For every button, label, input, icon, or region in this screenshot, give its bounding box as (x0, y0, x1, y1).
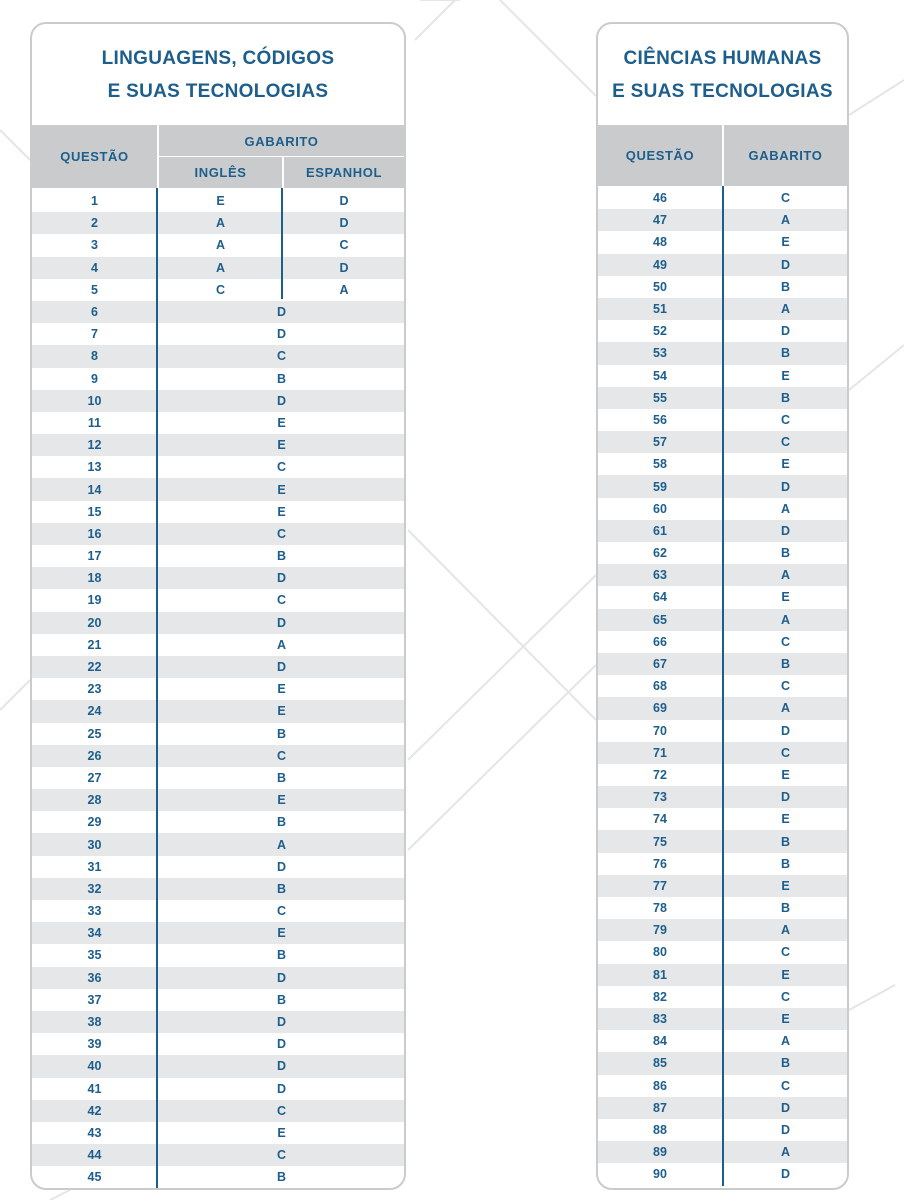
table-row (32, 745, 404, 767)
answer: E (277, 682, 286, 697)
table-row (32, 656, 404, 678)
question-number: 78 (653, 901, 667, 916)
question-number: 2 (91, 216, 98, 231)
question-number: 34 (87, 926, 102, 941)
table-row (32, 412, 404, 434)
question-number: 47 (653, 213, 667, 228)
column-divider (722, 186, 724, 1186)
language-divider (281, 188, 283, 299)
question-number: 56 (653, 412, 667, 427)
answer-ingles: A (215, 260, 226, 275)
table-row (32, 257, 404, 279)
question-number: 72 (653, 767, 667, 782)
answer: B (780, 834, 791, 849)
answer: C (780, 435, 791, 450)
question-number: 41 (87, 1081, 102, 1096)
question-number: 60 (653, 501, 667, 516)
answer: C (780, 679, 791, 694)
answer: B (276, 881, 287, 896)
answer: B (276, 549, 287, 564)
question-number: 64 (653, 590, 667, 605)
question-number: 40 (87, 1059, 102, 1074)
table-row (32, 212, 404, 234)
answer: A (780, 302, 791, 317)
question-number: 25 (87, 726, 102, 741)
question-number: 5 (91, 282, 98, 297)
answer: E (277, 926, 286, 941)
answer: A (780, 1034, 791, 1049)
answer: E (781, 967, 790, 982)
header-questao: QUESTÃO (625, 148, 695, 163)
answer: A (780, 1145, 791, 1160)
question-number: 77 (653, 878, 667, 893)
question-number: 71 (653, 745, 667, 760)
table-row (32, 856, 404, 878)
answer: D (276, 859, 287, 874)
question-number: 62 (653, 546, 667, 561)
question-number: 87 (653, 1100, 667, 1115)
table-row (32, 700, 404, 722)
table-row (32, 501, 404, 523)
answer: D (276, 393, 287, 408)
question-number: 81 (653, 967, 667, 982)
question-number: 33 (87, 904, 102, 919)
table-row (32, 944, 404, 966)
question-number: 15 (87, 504, 102, 519)
question-number: 23 (87, 682, 102, 697)
table-row (32, 922, 404, 944)
answer: B (276, 726, 287, 741)
question-number: 45 (87, 1170, 102, 1185)
table-row (32, 301, 404, 323)
answer-ingles: A (215, 238, 226, 253)
question-number: 85 (653, 1056, 667, 1071)
question-number: 31 (87, 859, 102, 874)
question-number: 46 (653, 191, 667, 206)
answer: D (780, 1167, 791, 1182)
table-row (32, 811, 404, 833)
question-number: 54 (653, 368, 667, 383)
answer: D (780, 723, 791, 738)
question-number: 52 (653, 324, 667, 339)
question-number: 18 (87, 571, 102, 586)
title-line-2: E SUAS TECNOLOGIAS (107, 80, 329, 102)
answer: E (277, 704, 286, 719)
answer: B (276, 992, 287, 1007)
answer: C (276, 460, 287, 475)
answer: D (276, 1059, 287, 1074)
question-number: 67 (653, 657, 667, 672)
table-row (32, 478, 404, 500)
table-row (32, 567, 404, 589)
answer: C (780, 989, 791, 1004)
answer: C (780, 745, 791, 760)
question-number: 68 (653, 679, 667, 694)
answer: B (780, 1056, 791, 1071)
answer: A (276, 637, 287, 652)
question-number: 75 (653, 834, 667, 849)
table-row (32, 789, 404, 811)
table-row (32, 1100, 404, 1122)
answer: C (276, 904, 287, 919)
question-number: 59 (653, 479, 667, 494)
table-row (32, 234, 404, 256)
answer: A (780, 612, 791, 627)
question-number: 14 (87, 482, 102, 497)
table-row (32, 678, 404, 700)
question-number: 73 (653, 790, 667, 805)
answer: B (780, 657, 791, 672)
question-number: 39 (87, 1037, 102, 1052)
answer: E (277, 504, 286, 519)
question-number: 70 (653, 723, 667, 738)
answer: E (781, 368, 790, 383)
answer: A (780, 923, 791, 938)
table-row (32, 279, 404, 301)
question-number: 58 (653, 457, 667, 472)
question-number: 22 (87, 660, 102, 675)
answer: E (277, 438, 286, 453)
question-number: 82 (653, 989, 667, 1004)
table-row (32, 767, 404, 789)
answer: D (276, 615, 287, 630)
answer: C (276, 593, 287, 608)
answer: C (276, 349, 287, 364)
answer: E (277, 1125, 286, 1140)
answer: E (781, 1012, 790, 1027)
table-row (32, 1122, 404, 1144)
linguagens-answer-card (30, 22, 406, 1190)
answer: A (780, 501, 791, 516)
table-row (32, 878, 404, 900)
title-line-1: LINGUAGENS, CÓDIGOS (101, 47, 335, 69)
question-number: 53 (653, 346, 667, 361)
table-row (32, 1011, 404, 1033)
question-number: 35 (87, 948, 102, 963)
answer: B (276, 1170, 287, 1185)
question-number: 10 (87, 393, 102, 408)
question-number: 20 (87, 615, 102, 630)
title-line-1: CIÊNCIAS HUMANAS (623, 47, 822, 69)
table-row (32, 833, 404, 855)
answer: B (276, 948, 287, 963)
question-number: 83 (653, 1012, 667, 1027)
question-number: 26 (87, 748, 102, 763)
answer: B (780, 901, 791, 916)
answer: C (780, 191, 791, 206)
answer: D (780, 257, 791, 272)
answer: D (276, 1015, 287, 1030)
column-divider (156, 188, 158, 1188)
question-number: 21 (87, 637, 102, 652)
answer: A (780, 701, 791, 716)
answer: C (276, 748, 287, 763)
question-number: 28 (87, 793, 102, 808)
answer: D (276, 571, 287, 586)
answer: D (276, 305, 287, 320)
answer: C (780, 945, 791, 960)
question-number: 30 (87, 837, 102, 852)
answer: E (781, 235, 790, 250)
table-row (32, 545, 404, 567)
question-number: 49 (653, 257, 667, 272)
question-number: 65 (653, 612, 667, 627)
question-number: 8 (91, 349, 98, 364)
answer: E (781, 590, 790, 605)
question-number: 90 (653, 1167, 667, 1182)
table-row (32, 1055, 404, 1077)
answer: D (780, 479, 791, 494)
question-number: 13 (87, 460, 102, 475)
table-row (32, 1166, 404, 1188)
table-row (32, 456, 404, 478)
table-row (32, 323, 404, 345)
header-questao: QUESTÃO (60, 149, 129, 164)
table-row (32, 989, 404, 1011)
question-number: 74 (653, 812, 667, 827)
question-number: 32 (87, 881, 102, 896)
question-number: 36 (87, 970, 102, 985)
answer-ingles: A (215, 216, 226, 231)
answer: B (276, 770, 287, 785)
question-number: 55 (653, 390, 667, 405)
table-row (32, 967, 404, 989)
answer: D (276, 1037, 287, 1052)
answer: E (277, 482, 286, 497)
question-number: 17 (87, 549, 102, 564)
answer: D (276, 660, 287, 675)
question-number: 66 (653, 634, 667, 649)
answer: B (780, 346, 791, 361)
answer: D (780, 1100, 791, 1115)
answer: C (276, 1103, 287, 1118)
table-row (32, 523, 404, 545)
question-number: 4 (91, 260, 98, 275)
answer: B (780, 856, 791, 871)
answer: D (780, 324, 791, 339)
answer: E (781, 812, 790, 827)
answer: D (780, 523, 791, 538)
answer: C (780, 634, 791, 649)
question-number: 12 (87, 438, 102, 453)
table-row (32, 612, 404, 634)
card-title (598, 24, 847, 125)
ciencias-humanas-answer-card (596, 22, 849, 1190)
table-row (32, 589, 404, 611)
answer: A (780, 568, 791, 583)
header-gabarito: GABARITO (244, 133, 319, 149)
table-header (32, 125, 404, 188)
table-row (32, 900, 404, 922)
question-number: 48 (653, 235, 667, 250)
answer-rows (32, 190, 404, 1188)
header-ingles: INGLÊS (194, 165, 247, 180)
answer-espanhol: D (339, 194, 349, 209)
question-number: 89 (653, 1145, 667, 1160)
table-row (32, 634, 404, 656)
table-row (32, 723, 404, 745)
question-number: 16 (87, 526, 102, 541)
answer: B (780, 390, 791, 405)
answer-ingles: C (215, 282, 226, 297)
answer: D (780, 790, 791, 805)
question-number: 44 (87, 1148, 102, 1163)
answer: B (276, 815, 287, 830)
question-number: 6 (91, 305, 98, 320)
question-number: 11 (87, 415, 102, 430)
answer: D (276, 1081, 287, 1096)
question-number: 19 (87, 593, 102, 608)
answer-espanhol: C (339, 238, 349, 253)
answer-espanhol: D (339, 216, 349, 231)
table-row (32, 1078, 404, 1100)
question-number: 80 (653, 945, 667, 960)
table-row (32, 434, 404, 456)
question-number: 43 (87, 1125, 102, 1140)
answer: C (780, 1078, 791, 1093)
answer: D (276, 327, 287, 342)
table-row (32, 1144, 404, 1166)
question-number: 84 (653, 1034, 667, 1049)
question-number: 79 (653, 923, 667, 938)
answer: B (276, 371, 287, 386)
question-number: 50 (653, 279, 667, 294)
answer: E (781, 767, 790, 782)
answer: A (780, 213, 791, 228)
question-number: 63 (653, 568, 667, 583)
table-row (32, 1033, 404, 1055)
question-number: 7 (91, 327, 98, 342)
question-number: 9 (91, 371, 98, 386)
answer: D (276, 970, 287, 985)
question-number: 38 (87, 1015, 102, 1030)
table-row (32, 368, 404, 390)
card-title (32, 24, 404, 125)
header-gabarito: GABARITO (748, 148, 823, 163)
answer-espanhol: D (339, 260, 349, 275)
question-number: 51 (653, 302, 667, 317)
question-number: 57 (653, 435, 667, 450)
question-number: 1 (91, 194, 98, 209)
question-number: 42 (87, 1103, 102, 1118)
question-number: 61 (653, 523, 667, 538)
question-number: 3 (91, 238, 98, 253)
header-espanhol: ESPANHOL (305, 165, 383, 180)
answer-espanhol: A (339, 282, 349, 297)
title-line-2: E SUAS TECNOLOGIAS (612, 80, 833, 102)
answer: C (276, 526, 287, 541)
answer: D (780, 1122, 791, 1137)
answer: E (277, 793, 286, 808)
answer: E (781, 457, 790, 472)
answer: E (277, 415, 286, 430)
answer: A (276, 837, 287, 852)
answer: B (780, 279, 791, 294)
answer-ingles: E (216, 194, 225, 209)
table-header (598, 125, 847, 186)
question-number: 76 (653, 856, 667, 871)
answer: B (780, 546, 791, 561)
question-number: 88 (653, 1122, 667, 1137)
question-number: 29 (87, 815, 102, 830)
answer: C (276, 1148, 287, 1163)
question-number: 37 (87, 992, 102, 1007)
table-row (32, 190, 404, 212)
answer: C (780, 412, 791, 427)
question-number: 86 (653, 1078, 667, 1093)
answer: E (781, 878, 790, 893)
table-row (32, 345, 404, 367)
question-number: 27 (87, 770, 102, 785)
question-number: 24 (87, 704, 102, 719)
table-row (32, 390, 404, 412)
question-number: 69 (653, 701, 667, 716)
